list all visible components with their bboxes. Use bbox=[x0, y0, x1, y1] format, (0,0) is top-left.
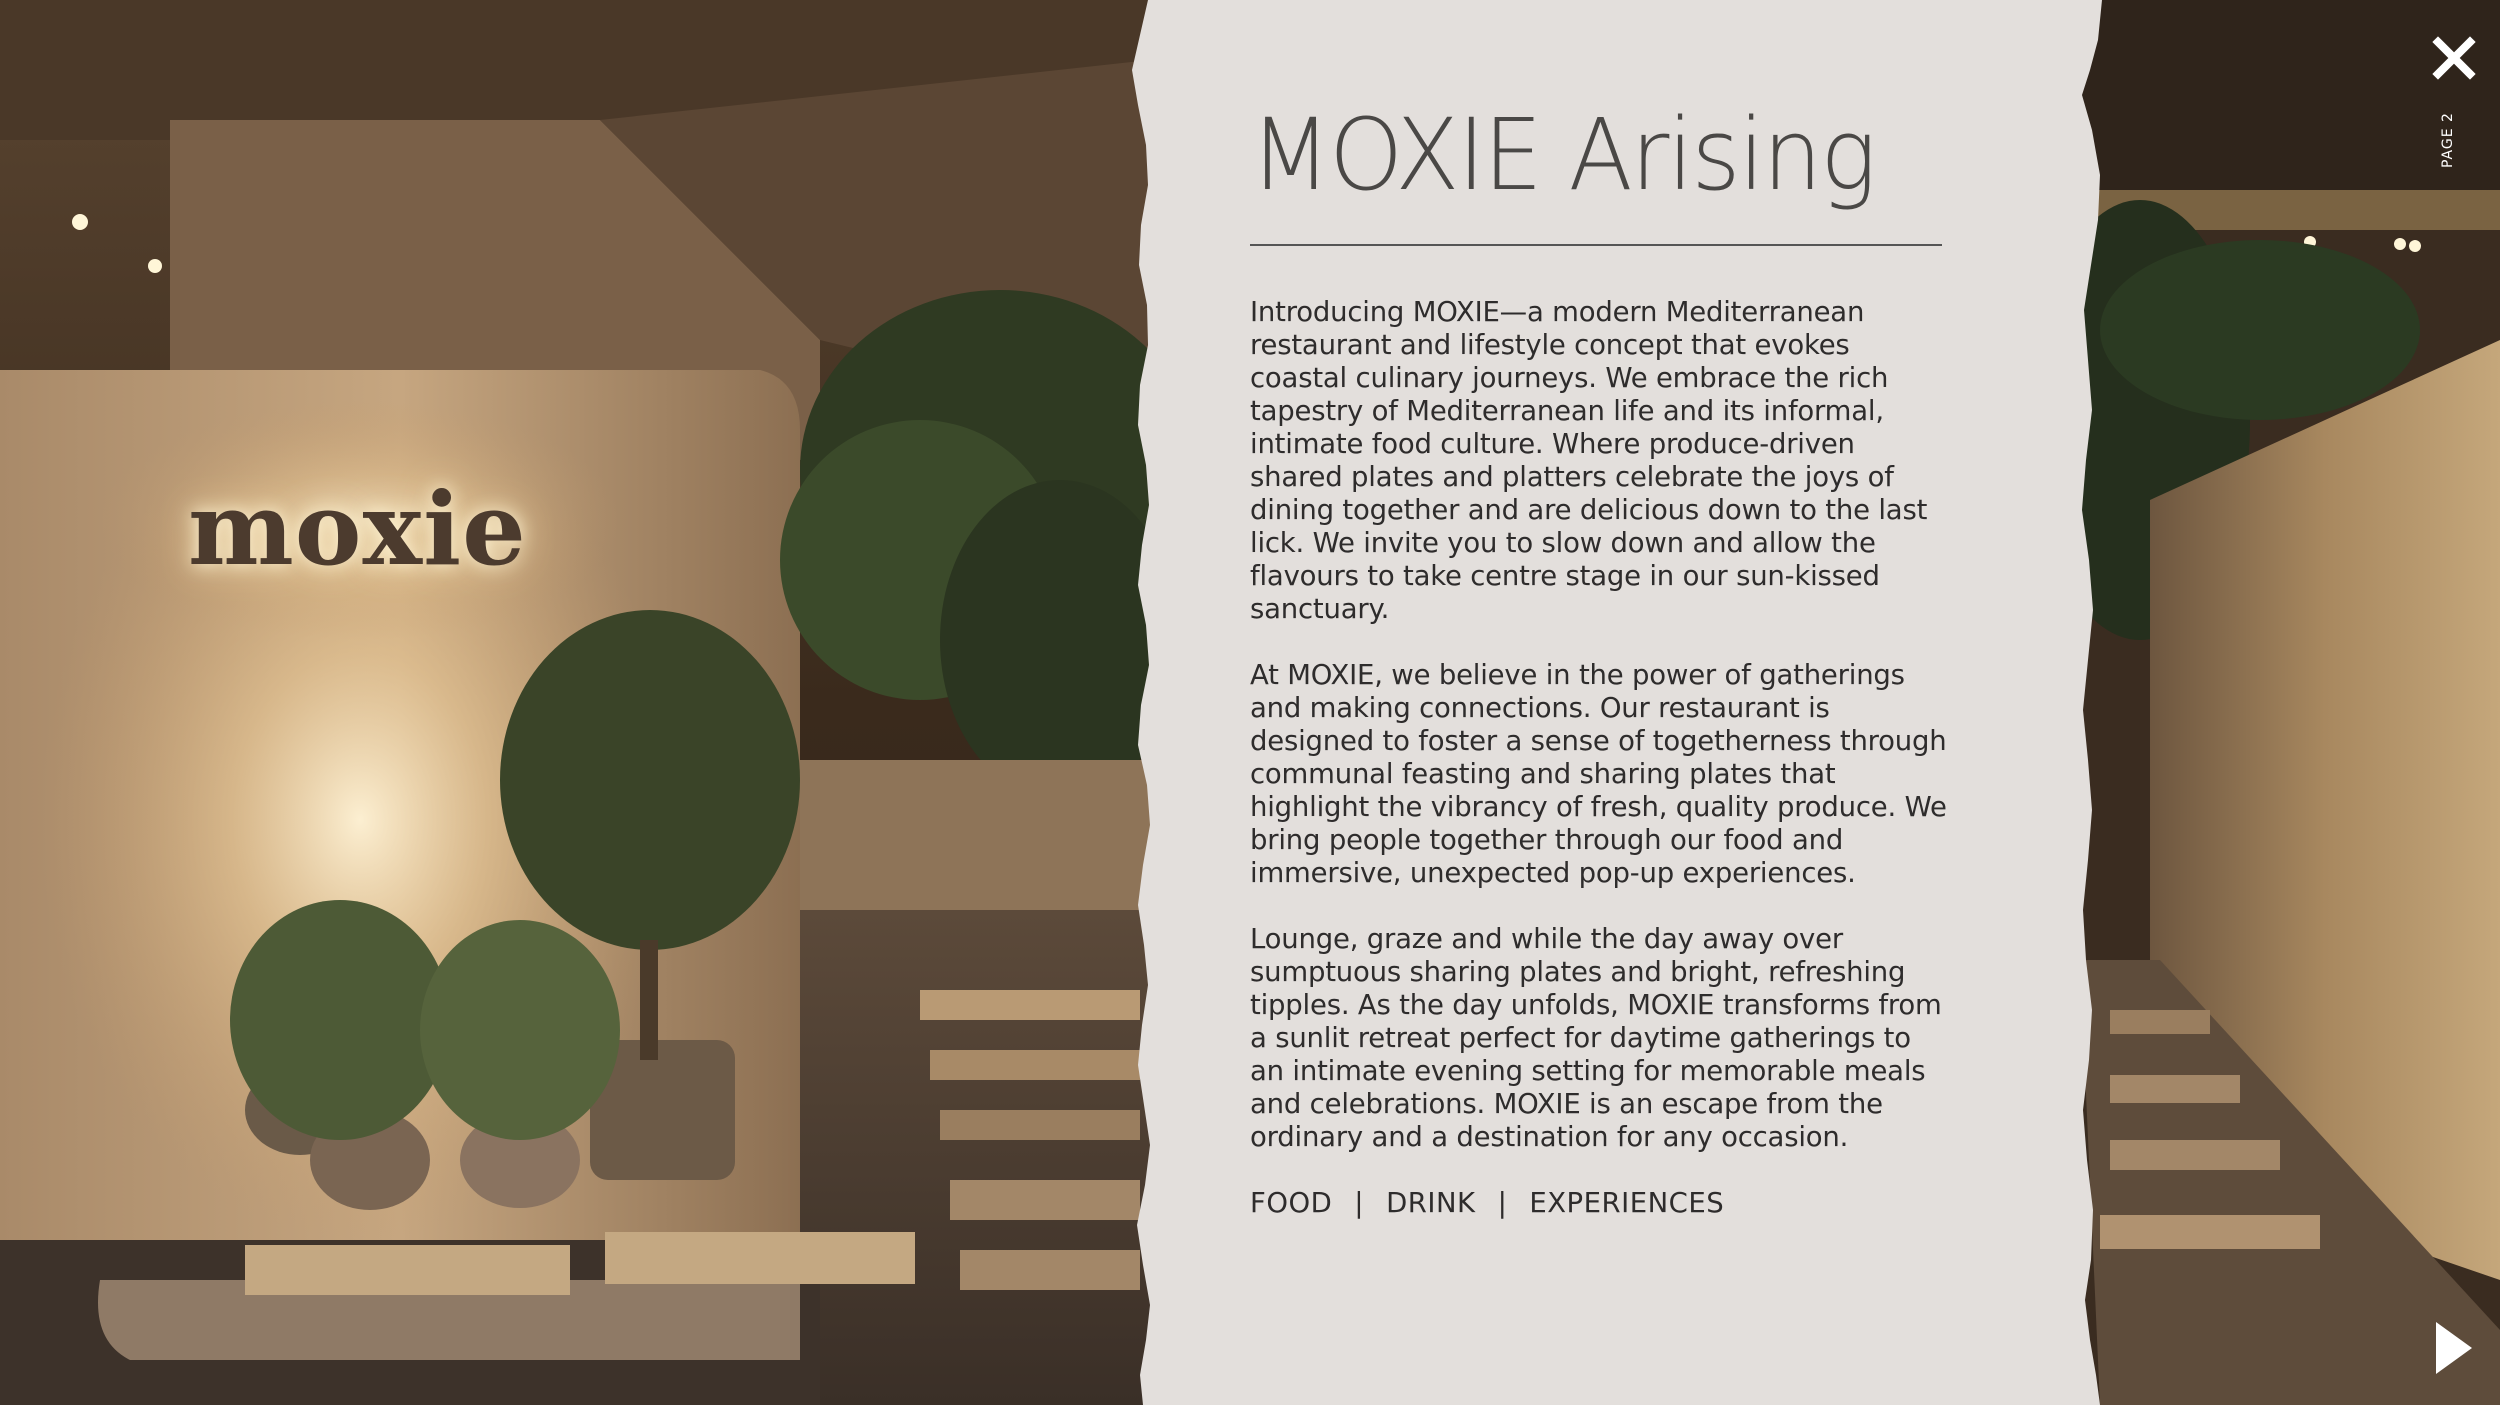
page-title: MOXIE Arising bbox=[1250, 98, 1875, 214]
next-arrow-icon bbox=[2432, 1320, 2476, 1376]
category-links bbox=[1250, 1187, 1950, 1219]
next-page-button[interactable] bbox=[2432, 1320, 2476, 1376]
separator: | bbox=[1497, 1187, 1508, 1220]
page-indicator: PAGE 2 bbox=[2440, 112, 2456, 168]
intro-paragraph: Introducing MOXIE—a modern Mediterranean restaurant and lifestyle concept that evokes coastal culinary journeys. We embrace the rich tapestry of Mediterranean life and its informal, intimate food culture. Where produce-driven shared plates and platters celebrate the joys of dining together and are delicious down to the last lick. We invite you to slow down and allow the flavours to take centre stage in our sun-kissed sanctuary. bbox=[1250, 296, 1928, 626]
gatherings-paragraph: At MOXIE, we believe in the power of gatherings and making connections. Our restaurant is designed to foster a sense of togetherness through communal feasting and sharing plates that highlight the vibrancy of fresh, quality produce. We bring people together through our food and immersive, unexpected pop-up experiences. bbox=[1250, 659, 1947, 890]
category-experiences: EXPERIENCES bbox=[1529, 1187, 1725, 1220]
sign-text: moxie bbox=[188, 470, 527, 588]
title-divider bbox=[1250, 244, 1942, 246]
lounge-paragraph: Lounge, graze and while the day away over sumptuous sharing plates and bright, refreshing tipples. As the day unfolds, MOXIE transforms from a sunlit retreat perfect for daytime gatherings to an intimate evening setting for memorable meals and celebrations. MOXIE is an escape from the ordinary and a destination for any occasion. bbox=[1250, 923, 1942, 1154]
category-drink: DRINK bbox=[1386, 1187, 1476, 1220]
content-panel bbox=[1250, 100, 1950, 1219]
close-icon bbox=[2432, 36, 2476, 80]
close-button[interactable] bbox=[2432, 36, 2476, 80]
category-food: FOOD bbox=[1250, 1187, 1333, 1220]
separator: | bbox=[1354, 1187, 1365, 1220]
